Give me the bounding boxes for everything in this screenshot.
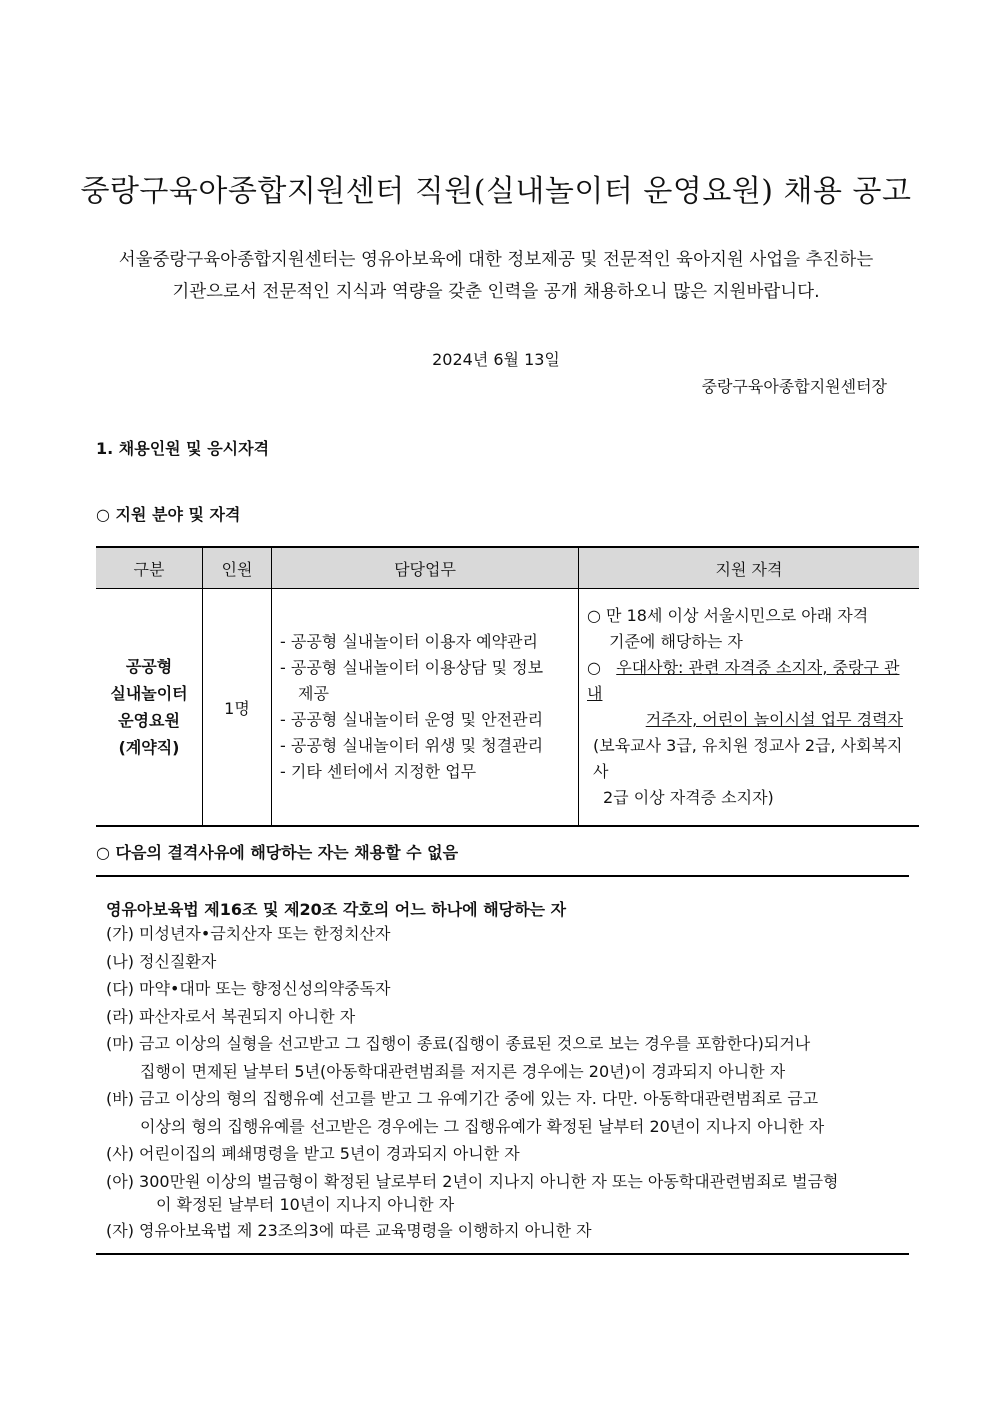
category-line: 운영요원: [118, 711, 180, 730]
duty-item: - 공공형 실내놀이터 운영 및 안전관리: [280, 710, 544, 729]
bullet-mark: ○: [587, 658, 601, 677]
qualification-continuation: 기준에 해당하는 자: [609, 632, 743, 651]
announcement-date: 2024년 6월 13일: [432, 350, 560, 369]
disqualification-list: [106, 920, 838, 1244]
duty-item: - 공공형 실내놀이터 위생 및 청결관리: [280, 736, 544, 755]
intro-line-1: 서울중랑구육아종합지원센터는 영유아보육에 대한 정보제공 및 전문적인 육아지원 사업을 추진하는: [118, 250, 874, 270]
certificate-note: (보육교사 3급, 유치원 정교사 2급, 사회복지사: [593, 736, 903, 781]
list-item: (라) 파산자로서 복권되지 아니한 자: [106, 1006, 356, 1026]
signer: 중랑구육아종합지원센터장: [701, 377, 887, 396]
section-1-heading: 1. 채용인원 및 응시자격: [96, 439, 270, 458]
duty-item: - 기타 센터에서 지정한 업무: [280, 762, 477, 781]
list-item-continuation: 이 확정된 날부터 10년이 지나지 아니한 자: [156, 1194, 455, 1214]
list-item: (다) 마약•대마 또는 향정신성의약중독자: [106, 979, 391, 998]
subsection-field-qualification: ○ 지원 분야 및 자격: [96, 505, 241, 524]
header-count: 인원: [203, 547, 272, 589]
qualifications-cell: [579, 589, 920, 827]
category-line: 실내놀이터: [110, 684, 188, 703]
list-item: (나) 정신질환자: [106, 951, 217, 971]
duty-item: - 공공형 실내놀이터 이용상담 및 정보: [280, 658, 544, 677]
list-item: (자) 영유아보육법 제 23조의3에 따른 교육명령을 이행하지 아니한 자: [106, 1220, 592, 1240]
header-qualifications: 지원 자격: [579, 547, 920, 589]
category-cell: [96, 589, 203, 827]
list-item: (마) 금고 이상의 실형을 선고받고 그 집행이 종료(집행이 종료된 것으로 보는 경우를 포함한다)되거나: [106, 1034, 811, 1053]
preference-item: [587, 655, 911, 707]
disqualification-heading: 영유아보육법 제16조 및 제20조 각호의 어느 하나에 해당하는 자: [106, 900, 567, 919]
intro-paragraph: [60, 244, 932, 308]
disqualification-box: [96, 875, 909, 1255]
list-item-continuation: 집행이 면제된 날부터 5년(아동학대관련범죄를 저지른 경우에는 20년)이 경과되지 아니한 자: [140, 1061, 786, 1081]
intro-line-2: 기관으로서 전문적인 지식과 역량을 갖춘 인력을 공개 채용하오니 많은 지원바랍니다.: [172, 282, 820, 302]
count-cell: 1명: [203, 589, 272, 827]
list-item: (바) 금고 이상의 형의 집행유예 선고를 받고 그 유예기간 중에 있는 자. 다만. 아동학대관련범죄로 금고: [106, 1089, 819, 1108]
certificate-note-continuation: 2급 이상 자격증 소지자): [603, 788, 774, 807]
qualification-item: ○ 만 18세 이상 서울시민으로 아래 자격: [587, 606, 869, 625]
preference-continuation: 거주자, 어린이 놀이시설 업무 경력자: [645, 710, 903, 729]
duty-item-continuation: 제공: [298, 684, 329, 703]
page-title: 중랑구육아종합지원센터 직원(실내놀이터 운영요원) 채용 공고: [80, 174, 912, 209]
header-duties: 담당업무: [272, 547, 579, 589]
subsection-disqualification: ○ 다음의 결격사유에 해당하는 자는 채용할 수 없음: [96, 843, 459, 862]
list-item: (아) 300만원 이상의 벌금형이 확정된 날로부터 2년이 지나지 아니한 자 또는 아동학대관련범죄로 벌금형: [106, 1171, 839, 1191]
recruitment-table: [96, 546, 919, 827]
category-line: (계약직): [118, 738, 180, 757]
duties-cell: [272, 589, 579, 827]
preference-text: 우대사항: 관련 자격증 소지자, 중랑구 관내: [587, 658, 900, 703]
category-line: 공공형: [125, 657, 173, 676]
list-item-continuation: 이상의 형의 집행유예를 선고받은 경우에는 그 집행유예가 확정된 날부터 20년이 지나지 아니한 자: [140, 1116, 825, 1136]
table-header-row: [96, 547, 919, 589]
list-item: (가) 미성년자•금치산자 또는 한정치산자: [106, 924, 391, 943]
header-category: 구분: [96, 547, 203, 589]
table-row: [96, 589, 919, 827]
duty-item: - 공공형 실내놀이터 이용자 예약관리: [280, 632, 538, 651]
list-item: (사) 어린이집의 폐쇄명령을 받고 5년이 경과되지 아니한 자: [106, 1144, 520, 1163]
